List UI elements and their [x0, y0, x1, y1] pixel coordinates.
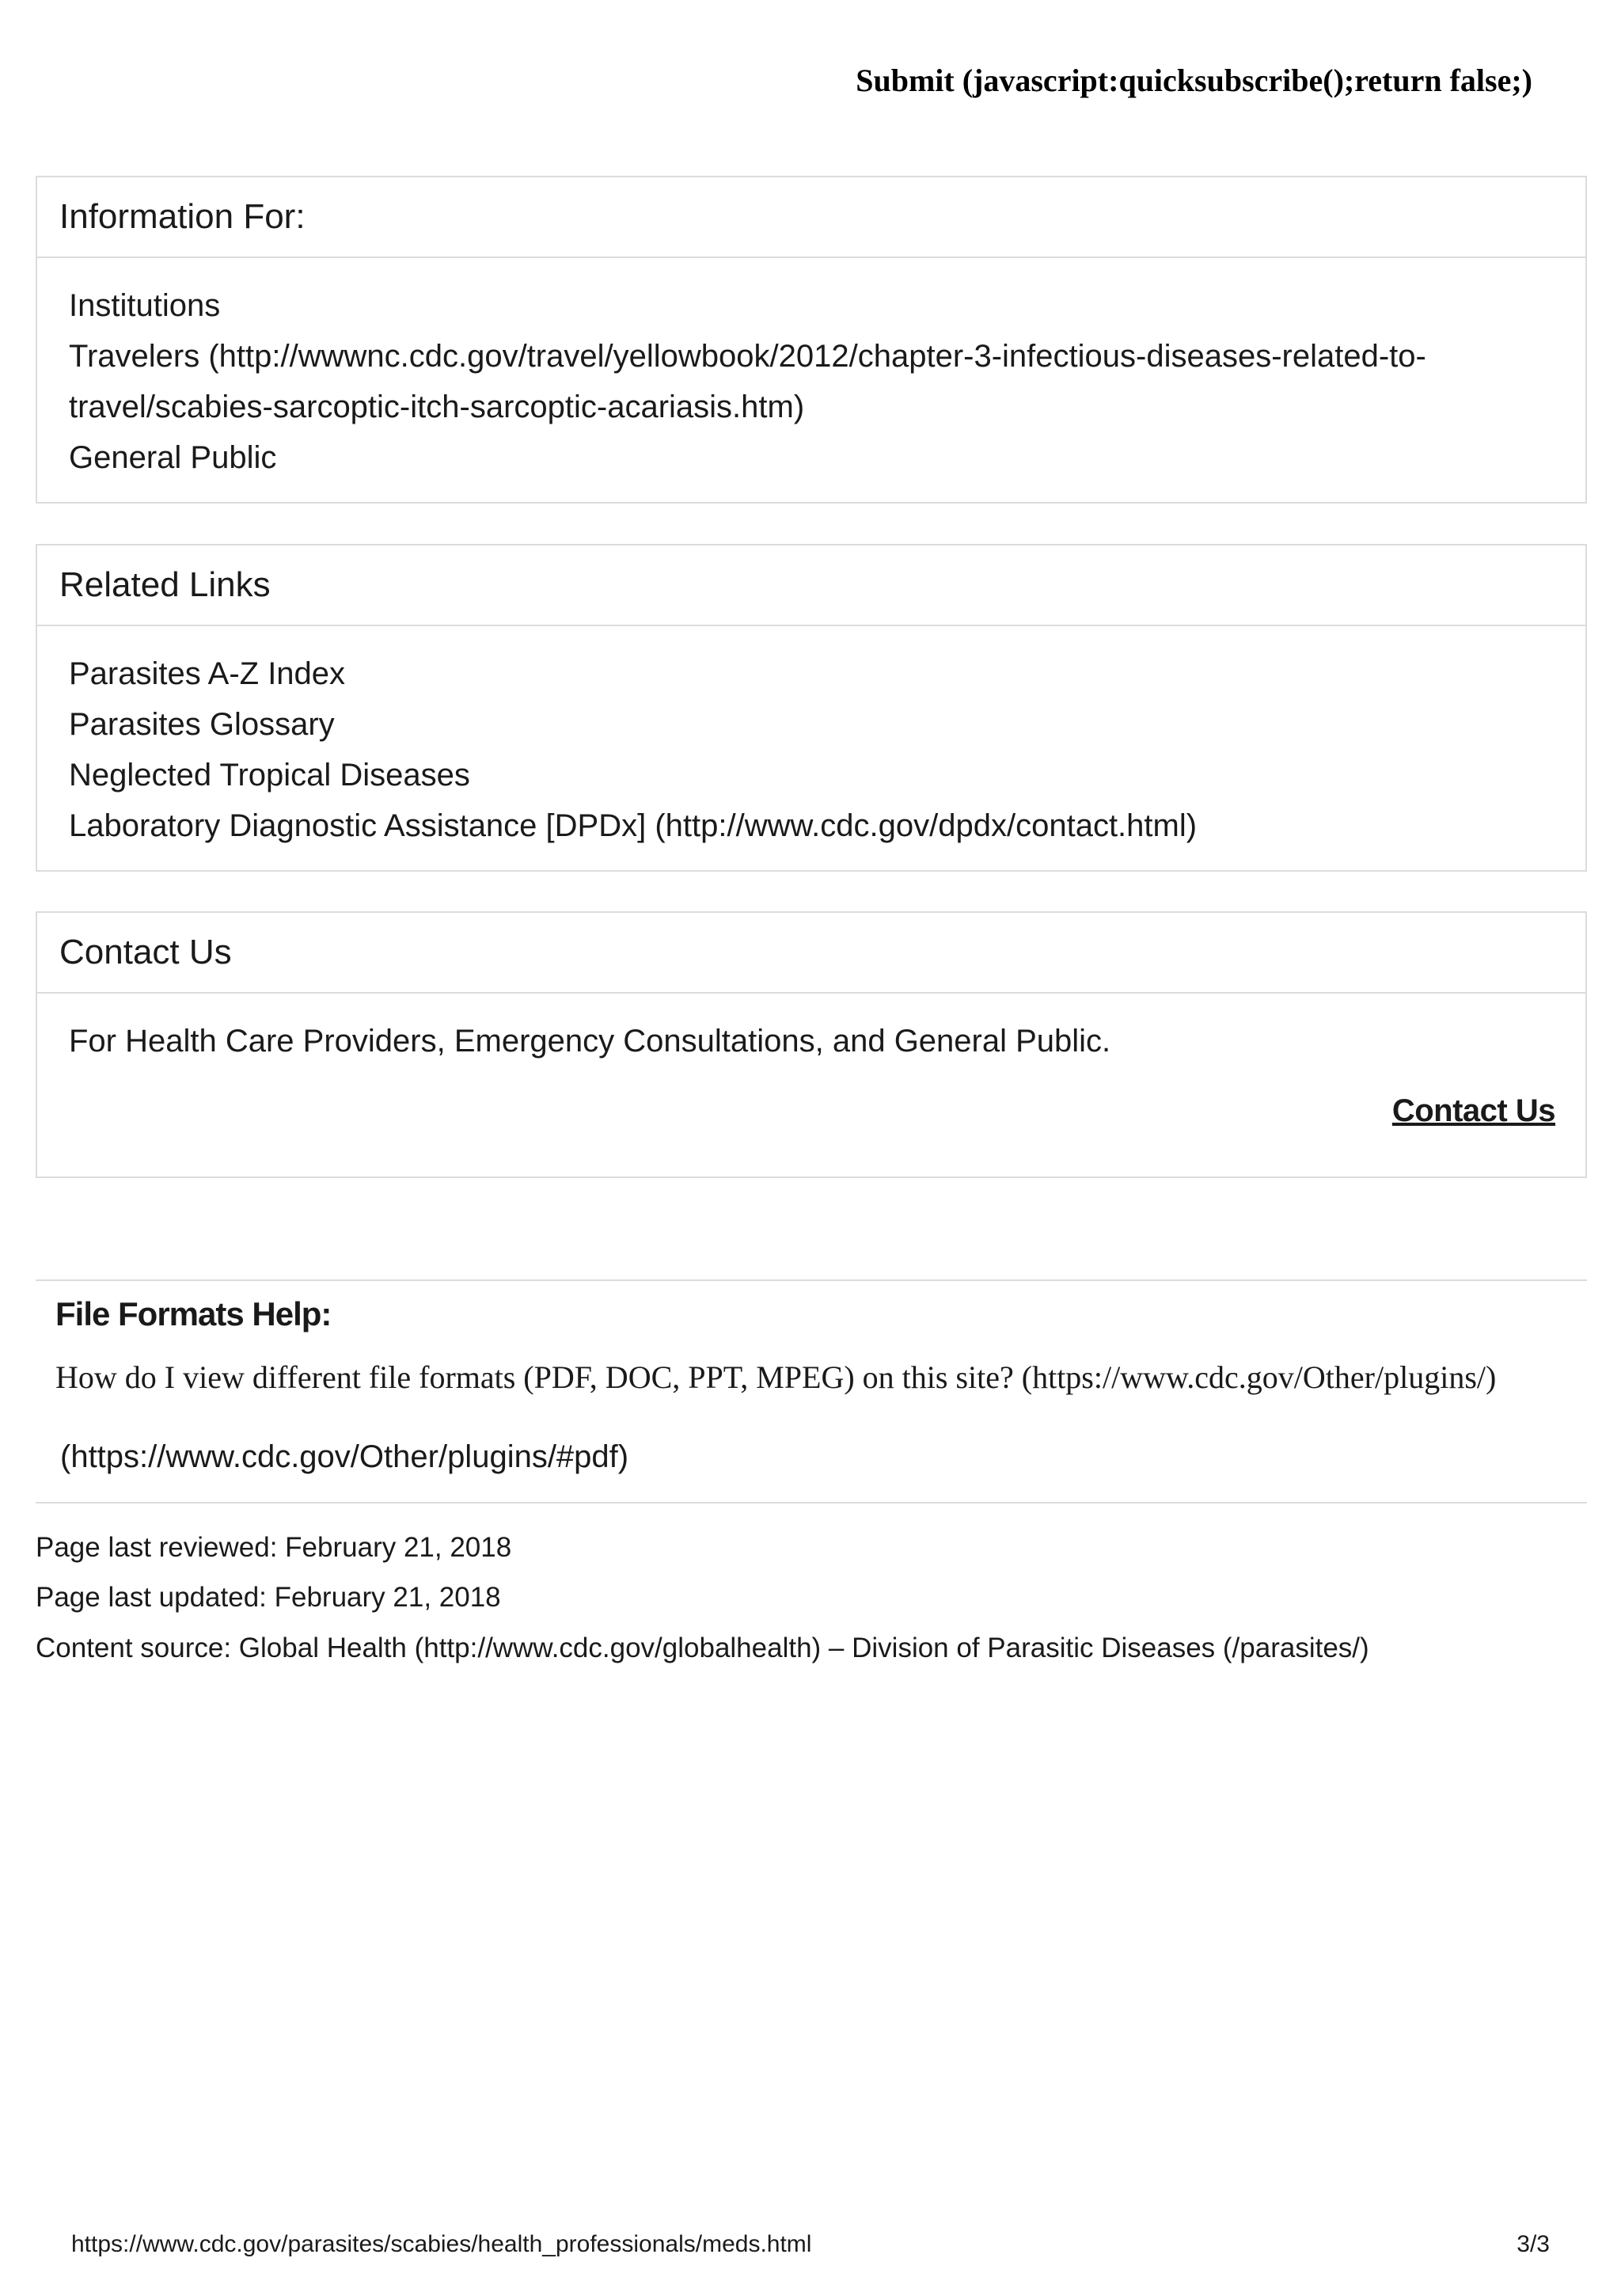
- contact-us-title: Contact Us: [37, 913, 1585, 994]
- related-links-list: [37, 626, 1585, 873]
- link-dpdx[interactable]: Laboratory Diagnostic Assistance [DPDx] (http://www.cdc.gov/dpdx/contact.html): [69, 808, 1198, 843]
- link-general-public[interactable]: General Public: [69, 440, 277, 475]
- contact-us-body: [37, 994, 1585, 1158]
- link-neglected-tropical-diseases[interactable]: Neglected Tropical Diseases: [69, 758, 470, 793]
- link-travelers[interactable]: Travelers (http://wwwnc.cdc.gov/travel/yellowbook/2012/chapter-3-infectious-diseases-related-to-: [69, 339, 1426, 374]
- contact-us-link[interactable]: Contact Us: [1391, 1093, 1555, 1128]
- contact-us-panel: [36, 911, 1587, 1178]
- information-for-list: [37, 258, 1585, 505]
- divider-top: [36, 1279, 1587, 1281]
- information-for-panel: [36, 176, 1587, 504]
- quick-subscribe-submit-link[interactable]: Submit (javascript:quicksubscribe();return false;): [856, 63, 1532, 98]
- footer-url: https://www.cdc.gov/parasites/scabies/health_professionals/meds.html: [71, 2231, 812, 2257]
- file-formats-question-link[interactable]: How do I view different file formats (PDF, DOC, PPT, MPEG) on this site? (https://www.cdc.gov/Other/plugins/): [55, 1359, 1497, 1395]
- file-formats-pdf-link[interactable]: (https://www.cdc.gov/Other/plugins/#pdf): [60, 1439, 629, 1474]
- related-links-panel: [36, 544, 1587, 872]
- page-last-updated: Page last updated: February 21, 2018: [36, 1582, 501, 1613]
- file-formats-title: File Formats Help:: [55, 1295, 332, 1332]
- divider-bottom: [36, 1502, 1587, 1503]
- link-parasites-index[interactable]: Parasites A-Z Index: [69, 656, 346, 691]
- link-parasites-glossary[interactable]: Parasites Glossary: [69, 707, 335, 742]
- related-links-title: Related Links: [37, 545, 1585, 626]
- information-for-title: Information For:: [37, 177, 1585, 258]
- content-source: Content source: Global Health (http://www.cdc.gov/globalhealth) – Division of Parasitic Diseases (/parasites/): [36, 1633, 1369, 1663]
- contact-us-description: For Health Care Providers, Emergency Consultations, and General Public.: [69, 1024, 1111, 1059]
- link-travelers-continued[interactable]: travel/scabies-sarcoptic-itch-sarcoptic-acariasis.htm): [69, 390, 805, 424]
- page-last-reviewed: Page last reviewed: February 21, 2018: [36, 1532, 512, 1563]
- link-institutions[interactable]: Institutions: [69, 288, 221, 323]
- footer-page-number: 3/3: [1517, 2231, 1550, 2257]
